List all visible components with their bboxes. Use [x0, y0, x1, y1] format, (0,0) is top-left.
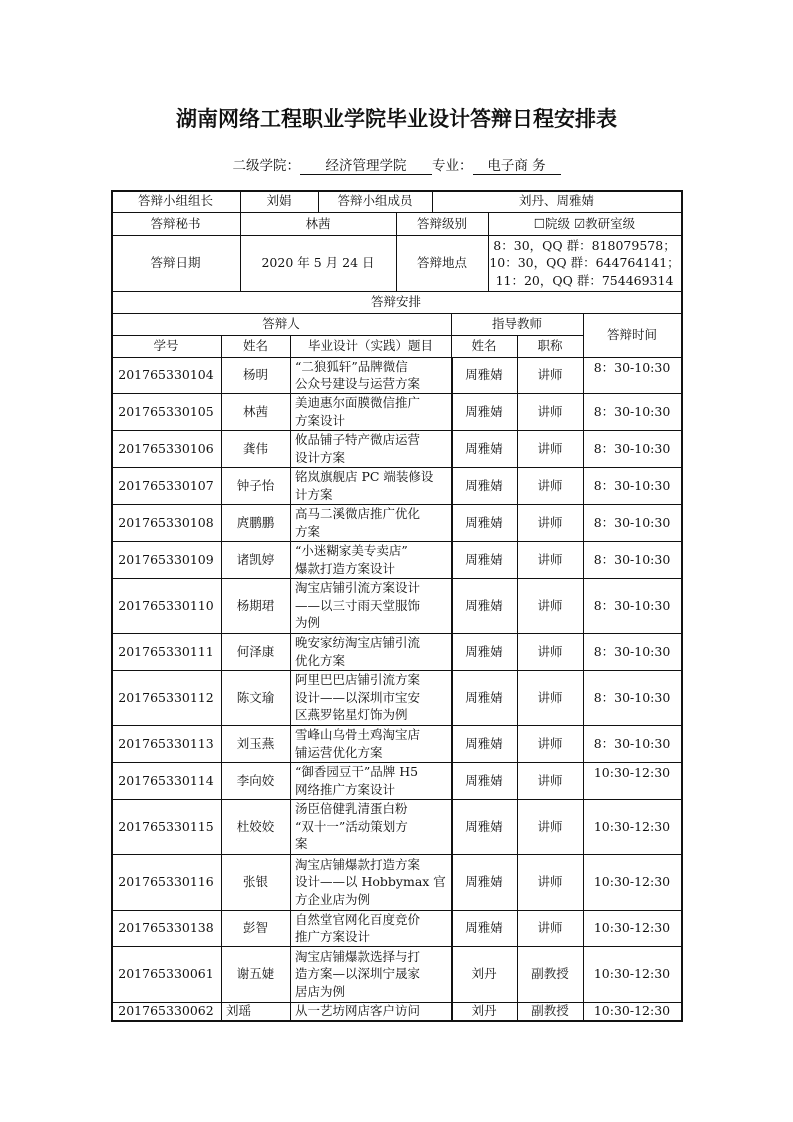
- section-title: 答辩安排: [370, 294, 421, 310]
- row-advisor-title: 副教授: [531, 1003, 569, 1019]
- row-student-name: 刘瑶: [226, 1003, 252, 1019]
- row-time: 8：30-10:30: [593, 403, 671, 419]
- row-student-id: 201765330113: [118, 735, 214, 751]
- col-name-header: 姓名: [242, 338, 268, 354]
- table-bottom-border: [111, 1020, 683, 1022]
- major-value: 电子商 务: [473, 154, 561, 175]
- row-advisor-name: 周雅婧: [465, 643, 503, 659]
- row-topic: 淘宝店铺引流方案设计 ——以三寸雨天堂服饰 为例: [295, 580, 421, 631]
- row-time: 8：30-10:30: [593, 477, 671, 493]
- row-time: 10:30-12:30: [593, 966, 671, 982]
- table-rule: [318, 190, 319, 212]
- table-right-border: [681, 190, 683, 1021]
- row-student-id: 201765330062: [118, 1003, 214, 1019]
- row-student-id: 201765330111: [118, 643, 214, 659]
- row-student-name: 杨明: [242, 367, 268, 383]
- row-topic: 汤臣倍健乳清蛋白粉 “双十一”活动策划方 案: [295, 801, 408, 852]
- row-student-name: 龚伟: [242, 440, 268, 456]
- row-student-name: 杜姣姣: [236, 818, 275, 834]
- row-student-name: 林茜: [242, 403, 268, 419]
- college-label: 二级学院：: [232, 158, 300, 174]
- location-line: 8：30，QQ 群：818079578；: [493, 237, 676, 253]
- table-left-border: [111, 190, 113, 1021]
- row-student-id: 201765330115: [118, 818, 214, 834]
- location-line: 11：20，QQ 群：754469314: [495, 272, 674, 288]
- table-rule: [517, 335, 518, 357]
- row-student-id: 201765330107: [118, 477, 214, 493]
- col-time-header: 答辩时间: [606, 327, 657, 343]
- row-time: 8：30-10:30: [593, 735, 671, 751]
- location-label: 答辩地点: [416, 255, 467, 271]
- row-time: 8：30-10:30: [593, 514, 671, 530]
- row-topic: 攸品铺子特产微店运营 设计方案: [295, 432, 421, 465]
- table-rule: [221, 335, 222, 357]
- row-topic: 雪峰山乌骨土鸡淘宝店 铺运营优化方案: [295, 727, 421, 760]
- table-rule: [290, 335, 291, 357]
- row-student-name: 谢五婕: [236, 966, 275, 982]
- level-value: ☐院级 ☑教研室级: [533, 215, 636, 231]
- row-advisor-title: 副教授: [531, 966, 569, 982]
- college-value: 经济管理学院: [300, 154, 432, 175]
- row-advisor-title: 讲师: [537, 818, 563, 834]
- row-topic: 高马二溪微店推广优化 方案: [295, 506, 421, 539]
- row-student-id: 201765330112: [118, 689, 214, 705]
- row-student-id: 201765330114: [118, 772, 214, 788]
- row-topic: “小迷糊家美专卖店” 爆款打造方案设计: [295, 543, 408, 576]
- row-advisor-name: 周雅婧: [465, 735, 503, 751]
- row-student-name: 诸凯婷: [236, 551, 275, 567]
- row-advisor-title: 讲师: [537, 689, 563, 705]
- level-label: 答辩级别: [416, 215, 467, 231]
- table-rule: [396, 212, 397, 291]
- row-topic: “二狼狐轩”品牌微信 公众号建设与运营方案: [295, 358, 421, 391]
- row-time: 8：30-10:30: [593, 597, 671, 613]
- row-advisor-name: 周雅婧: [465, 597, 503, 613]
- row-topic: 晚安家纺淘宝店铺引流 优化方案: [295, 635, 421, 668]
- row-advisor-name: 周雅婧: [465, 874, 503, 890]
- col-topic-header: 毕业设计（实践）题目: [307, 338, 433, 354]
- row-time: 10:30-12:30: [593, 1003, 671, 1019]
- row-time: 8：30-10:30: [593, 689, 671, 705]
- col-advisor-name-header: 姓名: [471, 338, 497, 354]
- row-student-id: 201765330108: [118, 514, 214, 530]
- table-rule: [451, 313, 452, 357]
- row-advisor-title: 讲师: [537, 597, 563, 613]
- row-time: 8：30-10:30: [593, 360, 671, 375]
- row-student-id: 201765330104: [118, 367, 214, 383]
- table-rule: [432, 190, 433, 212]
- table-rule: [290, 357, 291, 1020]
- col-advisor-title-header: 职称: [537, 338, 563, 354]
- row-time: 10:30-12:30: [593, 765, 671, 780]
- row-student-name: 李向姣: [236, 772, 275, 788]
- location-line: 10：30，QQ 群：644764141；: [489, 255, 680, 271]
- row-advisor-title: 讲师: [537, 551, 563, 567]
- row-advisor-name: 周雅婧: [465, 367, 503, 383]
- row-advisor-title: 讲师: [537, 772, 563, 788]
- table-rule: [583, 313, 584, 357]
- row-student-id: 201765330109: [118, 551, 214, 567]
- row-advisor-name: 周雅婧: [465, 818, 503, 834]
- leader-label: 答辩小组组长: [137, 193, 213, 209]
- secretary-value: 林茜: [305, 215, 331, 231]
- row-student-name: 庹鹏鹏: [236, 514, 275, 530]
- table-top-border: [111, 190, 683, 192]
- table-rule: [451, 357, 453, 1020]
- row-time: 8：30-10:30: [593, 440, 671, 456]
- row-student-name: 彭智: [242, 920, 268, 936]
- row-advisor-name: 周雅婧: [465, 477, 503, 493]
- row-topic: 美迪惠尔面膜微信推广 方案设计: [295, 395, 421, 428]
- row-advisor-title: 讲师: [537, 874, 563, 890]
- table-rule: [111, 335, 583, 336]
- row-advisor-name: 刘丹: [471, 966, 497, 982]
- row-topic: 淘宝店铺爆款打造方案 设计——以 Hobbymax 官 方企业店为例: [295, 856, 446, 907]
- subtitle: [0, 154, 793, 175]
- members-label: 答辩小组成员: [337, 193, 413, 209]
- table-rule: [583, 357, 584, 1020]
- row-student-name: 杨期珺: [236, 597, 275, 613]
- row-advisor-title: 讲师: [537, 735, 563, 751]
- group-student-header: 答辩人: [262, 316, 300, 332]
- row-student-name: 陈文瑜: [236, 689, 275, 705]
- row-advisor-name: 周雅婧: [465, 403, 503, 419]
- row-student-id: 201765330116: [118, 874, 214, 890]
- row-time: 10:30-12:30: [593, 818, 671, 834]
- table-rule: [517, 357, 518, 1020]
- col-id-header: 学号: [153, 338, 179, 354]
- row-topic: “御香园豆干”品牌 H5 网络推广方案设计: [295, 764, 419, 797]
- row-student-name: 钟子怡: [236, 477, 275, 493]
- row-advisor-title: 讲师: [537, 920, 563, 936]
- row-time: 10:30-12:30: [593, 874, 671, 890]
- table-rule: [111, 313, 681, 314]
- leader-value: 刘娟: [266, 193, 292, 209]
- row-advisor-name: 周雅婧: [465, 689, 503, 705]
- secretary-label: 答辩秘书: [150, 215, 201, 231]
- row-student-id: 201765330106: [118, 440, 214, 456]
- row-student-name: 张银: [242, 874, 268, 890]
- members-value: 刘丹、周雅婧: [518, 193, 594, 209]
- page-title: 湖南网络工程职业学院毕业设计答辩日程安排表: [176, 107, 617, 131]
- row-time: 8：30-10:30: [593, 643, 671, 659]
- row-advisor-name: 周雅婧: [465, 551, 503, 567]
- row-advisor-name: 周雅婧: [465, 920, 503, 936]
- row-advisor-name: 周雅婧: [465, 440, 503, 456]
- row-student-id: 201765330110: [118, 597, 214, 613]
- row-time: 8：30-10:30: [593, 551, 671, 567]
- row-advisor-title: 讲师: [537, 643, 563, 659]
- row-advisor-name: 刘丹: [471, 1003, 497, 1019]
- location-value: [488, 235, 681, 291]
- row-advisor-title: 讲师: [537, 367, 563, 383]
- row-student-id: 201765330138: [118, 920, 214, 936]
- row-advisor-title: 讲师: [537, 403, 563, 419]
- row-student-name: 何泽康: [236, 643, 275, 659]
- row-topic: 自然堂官网化百度竞价 推广方案设计: [295, 911, 421, 944]
- row-topic: 淘宝店铺爆款选择与打 造方案—以深圳宁晟家 居店为例: [295, 948, 421, 999]
- row-advisor-title: 讲师: [537, 514, 563, 530]
- row-topic: 阿里巴巴店铺引流方案 设计——以深圳市宝安 区燕罗铭星灯饰为例: [295, 672, 421, 723]
- row-student-name: 刘玉燕: [236, 735, 275, 751]
- table-rule: [488, 212, 489, 291]
- row-advisor-name: 周雅婧: [465, 772, 503, 788]
- table-rule: [221, 357, 222, 1020]
- row-topic: 从一艺坊网店客户访问: [295, 1003, 421, 1019]
- row-topic: 铭岚旗舰店 PC 端装修设 计方案: [295, 469, 434, 502]
- row-time: 10:30-12:30: [593, 920, 671, 936]
- row-student-id: 201765330061: [118, 966, 214, 982]
- group-advisor-header: 指导教师: [491, 316, 542, 332]
- date-value: 2020 年 5 月 24 日: [261, 255, 375, 271]
- date-label: 答辩日期: [150, 255, 201, 271]
- row-advisor-name: 周雅婧: [465, 514, 503, 530]
- row-advisor-title: 讲师: [537, 440, 563, 456]
- row-student-id: 201765330105: [118, 403, 214, 419]
- table-rule: [240, 190, 241, 291]
- row-advisor-title: 讲师: [537, 477, 563, 493]
- major-label: 专业：: [432, 158, 473, 174]
